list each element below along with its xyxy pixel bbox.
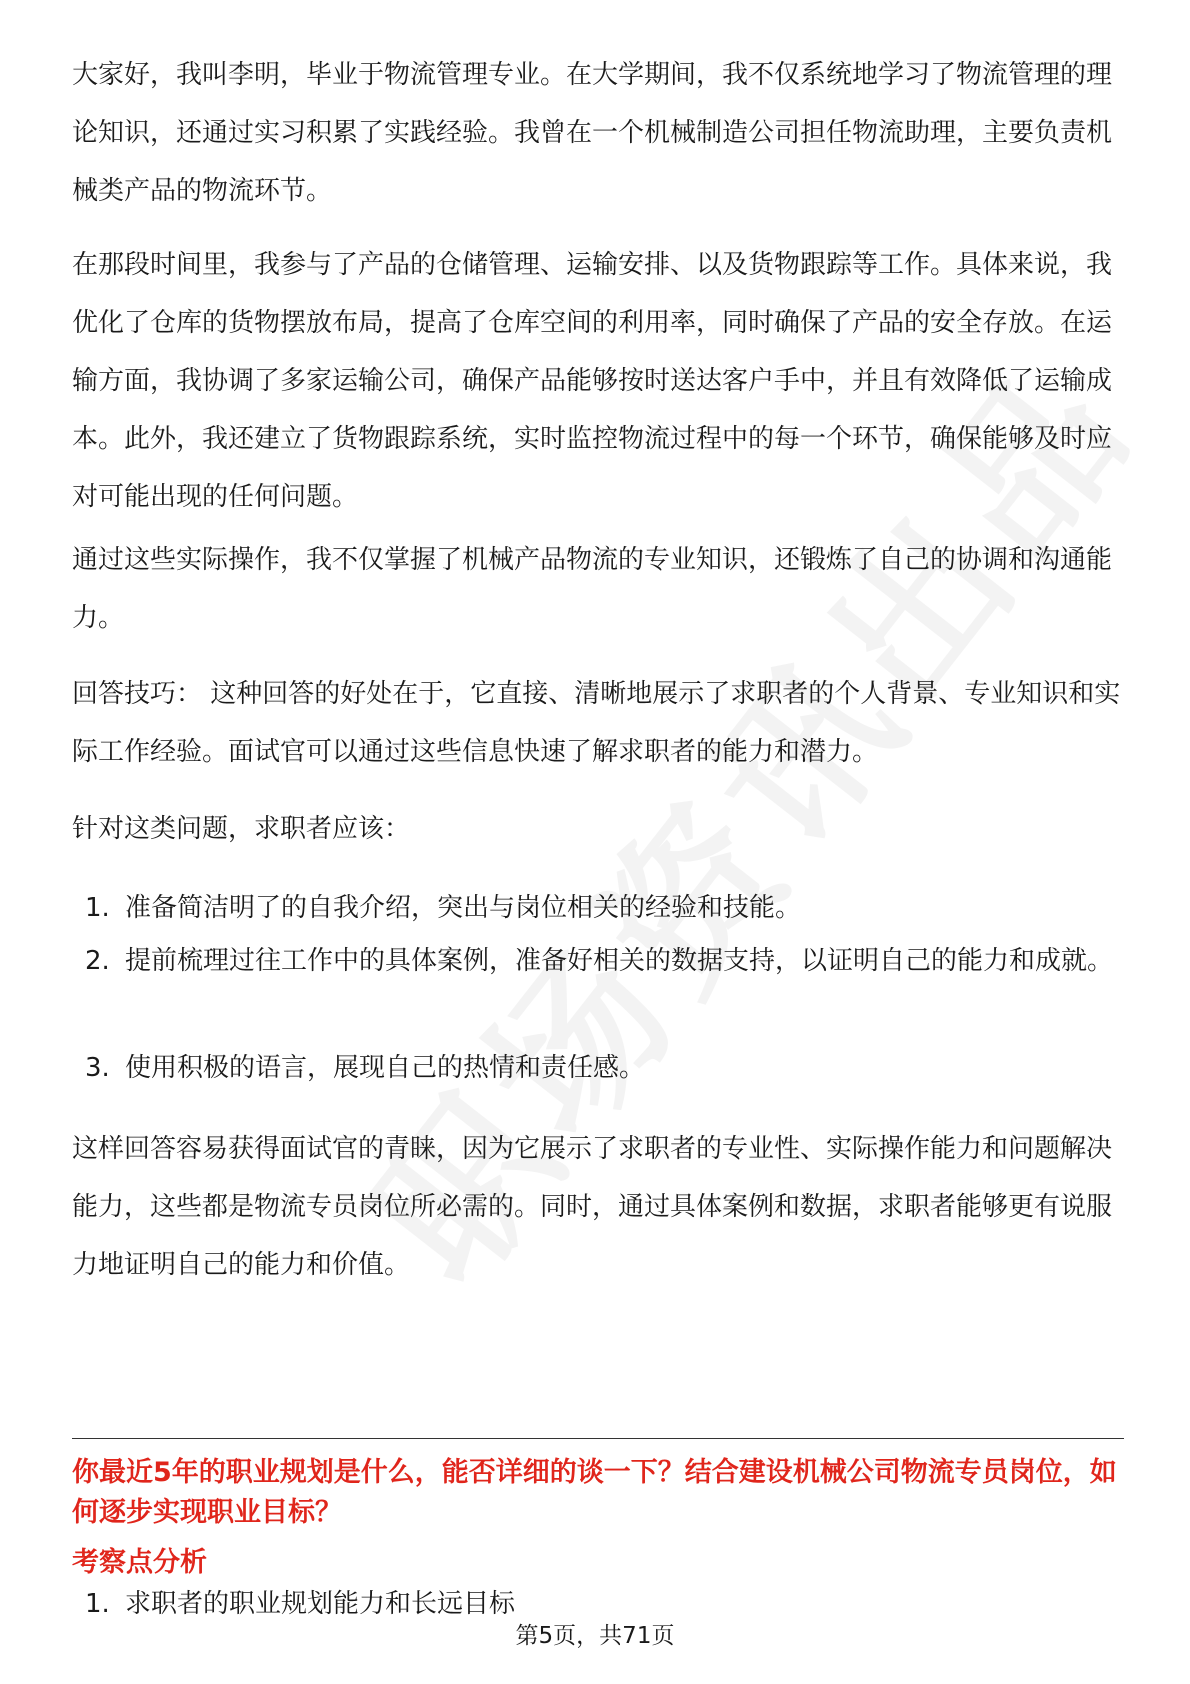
list-text: 准备简洁明了的自我介绍，突出与岗位相关的经验和技能。 <box>125 893 802 923</box>
paragraph-closing: 这样回答容易获得面试官的青睐，因为它展示了求职者的专业性、实际操作能力和问题解决能力，这些都是物流专员岗位所必需的。同时，通过具体案例和数据，求职者能够更有说服力地证明自己的能力和价值。 <box>72 1134 1113 1280</box>
section-divider <box>72 1438 1124 1439</box>
list-item <box>85 1041 1125 1095</box>
paragraph-skills: 通过这些实际操作，我不仅掌握了机械产品物流的专业知识，还锻炼了自己的协调和沟通能力。 <box>72 545 1113 633</box>
list-number: 1. <box>85 893 110 923</box>
paragraph-experience: 在那段时间里，我参与了产品的仓储管理、运输安排、以及货物跟踪等工作。具体来说，我优化了仓库的货物摆放布局，提高了仓库空间的利用率，同时确保了产品的安全存放。在运输方面，我协调了多家运输公司，确保产品能够按时送达客户手中，并且有效降低了运输成本。此外，我还建立了货物跟踪系统，实时监控物流过程中的每一个环节，确保能够及时应对可能出现的任何问题。 <box>72 250 1113 512</box>
list-text: 求职者的职业规划能力和长远目标 <box>125 1589 516 1619</box>
list-text: 提前梳理过往工作中的具体案例，准备好相关的数据支持，以证明自己的能力和成就。 <box>125 946 1114 976</box>
list-number: 1. <box>85 1589 110 1619</box>
paragraph-intro: 大家好，我叫李明，毕业于物流管理专业。在大学期间，我不仅系统地学习了物流管理的理论知识，还通过实习积累了实践经验。我曾在一个机械制造公司担任物流助理，主要负责机械类产品的物流环节。 <box>72 60 1113 206</box>
list-number: 2. <box>85 946 110 976</box>
page-footer <box>0 1621 1190 1651</box>
list-item <box>85 934 1125 988</box>
section-heading: 考察点分析 <box>72 1547 207 1578</box>
interview-question: 你最近5年的职业规划是什么，能否详细的谈一下？结合建设机械公司物流专员岗位，如何逐步实现职业目标？ <box>72 1457 1117 1528</box>
list-item <box>85 881 1125 935</box>
paragraph-list-intro: 针对这类问题，求职者应该： <box>72 814 411 844</box>
page-number: 第5页，共71页 <box>510 1623 681 1649</box>
list-number: 3. <box>85 1053 110 1083</box>
list-text: 使用积极的语言，展现自己的热情和责任感。 <box>125 1053 646 1083</box>
paragraph-answer-tips: 回答技巧： 这种回答的好处在于，它直接、清晰地展示了求职者的个人背景、专业知识和实际工作经验。面试官可以通过这些信息快速了解求职者的能力和潜力。 <box>72 679 1121 767</box>
